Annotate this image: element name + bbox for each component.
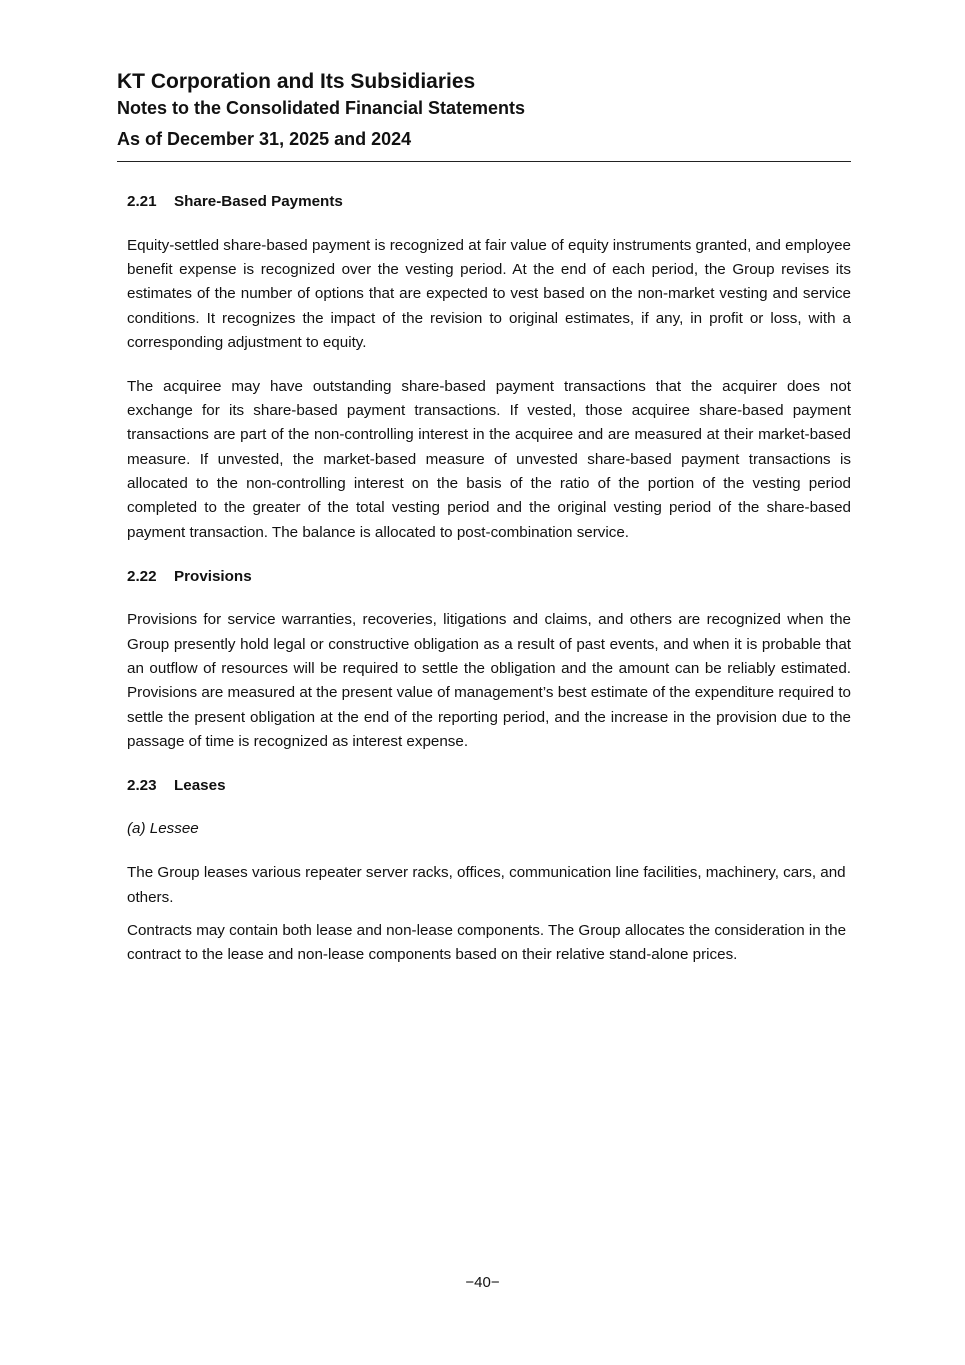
section-heading-provisions [127, 565, 851, 589]
header-divider [117, 161, 851, 162]
section-heading-leases [127, 774, 851, 798]
section-title: Share-Based Payments [174, 193, 343, 210]
section-number: 2.22 [127, 567, 157, 585]
section-title: Provisions [174, 567, 252, 585]
section-heading-share-based-payments [127, 190, 851, 214]
paragraph: Equity-settled share-based payment is recognized at fair value of equity instruments granted, and employee benefit expense is recognized over the vesting period. At the end of each period, the Group revises its estimates of the number of options that are expected to vest based on the non-market vesting and service conditions. It recognizes the impact of the revision to original estimates, if any, in profit or loss, with a corresponding adjustment to equity. [127, 236, 851, 351]
section-number: 2.21 [127, 193, 157, 210]
section-title: Leases [174, 776, 226, 794]
paragraph: The acquiree may have outstanding share-based payment transactions that the acquirer does not exchange for its share-based payment transactions. If vested, those acquiree share-based payment transactions are part of the non-controlling interest in the acquiree and are measured at their market-based measure. If unvested, the market-based measure of unvested share-based payment transactions is allocated to the non-controlling interest on the basis of the ratio of the portion of the vesting period completed to the greater of the total vesting period and the original vesting period of the share-based payment transaction. The balance is allocated to post-combination service. [127, 377, 851, 541]
document-subtitle: Notes to the Consolidated Financial Statements [117, 98, 526, 118]
paragraph: Provisions for service warranties, recoveries, litigations and claims, and others are recognized when the Group presently hold legal or constructive obligation as a result of past events, and when it is probable that an outflow of resources will be required to settle the obligation and the amount can be reliably estimated. Provisions are measured at the present value of management’s best estimate of the expenditure required to settle the present obligation at the end of the reporting period, and the increase in the provision due to the passage of time is recognized as interest expense. [127, 611, 851, 750]
page-content [127, 190, 851, 968]
paragraph: The Group leases various repeater server racks, offices, communication line facilities, machinery, cars, and others. [127, 864, 846, 906]
company-title: KT Corporation and Its Subsidiaries [117, 70, 476, 93]
subsection-heading-lessee: (a) Lessee [127, 820, 199, 838]
paragraph: Contracts may contain both lease and non-lease components. The Group allocates the consideration in the contract to the lease and non-lease components based on their relative stand-alone prices. [127, 922, 847, 964]
as-of-date: As of December 31, 2025 and 2024 [117, 129, 412, 149]
page-number: −40− [465, 1274, 500, 1291]
section-number: 2.23 [127, 776, 157, 794]
page-header [117, 68, 851, 151]
